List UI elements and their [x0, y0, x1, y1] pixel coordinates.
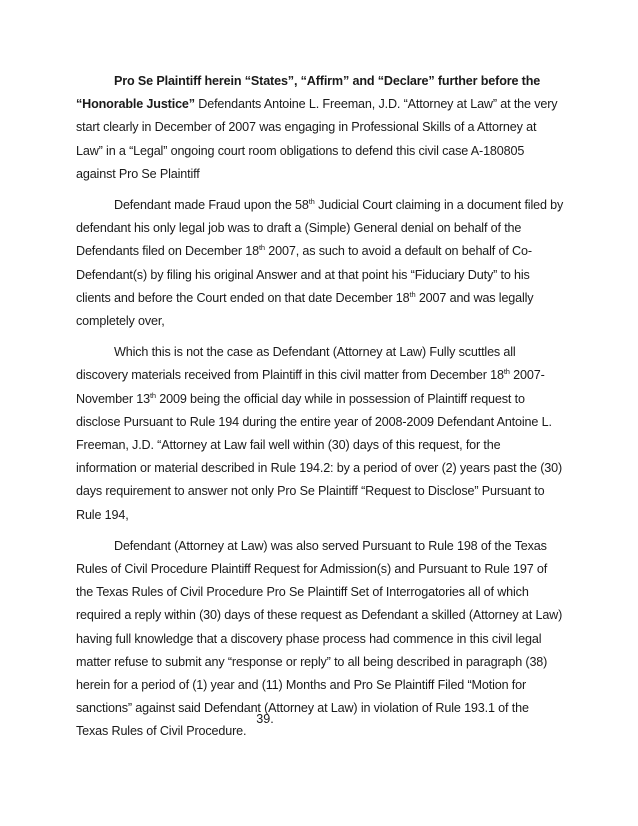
- ordinal-suffix: th: [258, 243, 265, 253]
- paragraph-2: [76, 194, 564, 333]
- page-number: 39.: [256, 712, 274, 726]
- paragraph-3-text-a: Which this is not the case as Defendant (Attorney at Law) Fully scuttles all discovery materials received from Plaintiff in this civil matter from December 18: [76, 345, 516, 383]
- paragraph-3: [76, 341, 564, 527]
- body-text: [76, 70, 564, 752]
- ordinal-suffix: th: [409, 289, 416, 299]
- paragraph-2-text-c: 2007, as such to avoid a default on behalf of Co-Defendant(s) by filing his original Answer and at that point his “Fiduciary Duty” to his clients and before the Court ended on that date December 18: [76, 244, 532, 305]
- ordinal-suffix: th: [149, 390, 156, 400]
- ordinal-suffix: th: [308, 196, 315, 206]
- paragraph-1-text: Defendants Antoine L. Freeman, J.D. “Attorney at Law” at the very start clearly in December of 2007 was engaging in Professional Skills of a Attorney at Law” in a “Legal” ongoing court room obligations to defend this civil case A-180805 against Pro Se Plaintiff: [76, 97, 558, 181]
- paragraph-2-text-a: Defendant made Fraud upon the 58: [114, 198, 309, 213]
- paragraph-1: [76, 70, 564, 186]
- paragraph-2-text-d: 2007 and was legally completely over,: [76, 290, 534, 329]
- ordinal-suffix: th: [503, 367, 510, 377]
- paragraph-4-text: Defendant (Attorney at Law) was also served Pursuant to Rule 198 of the Texas Rules of Civil Procedure Plaintiff Request for Admission(s) and Pursuant to Rule 197 of the Texas Rules of Civil Procedure Pro Se Plaintiff Set of Interrogatories all of which required a reply within (30) days of these request as Defendant a skilled (Attorney at Law) having full knowledge that a discovery phase process had commence in this civil legal matter refuse to submit any “response or reply” to all being described in paragraph (38) herein for a period of (1) year and (11) Months and Pro Se Plaintiff Filed “Motion for sanctions” against said Defendant (Attorney at Law) in violation of Rule 193.1 of the Texas Rules of Civil Procedure.: [76, 538, 563, 739]
- paragraph-2-text-b: Judicial Court claiming in a document filed by defendant his only legal job was to draft a (Simple) General denial on behalf of the Defendants filed on December 18: [76, 198, 564, 259]
- declaration-heading: Pro Se Plaintiff herein “States”, “Affirm” and “Declare” further before the “Honorable Justice”: [76, 74, 541, 112]
- paragraph-3-text-b: 2007- November 13: [76, 368, 545, 406]
- paragraph-3-text-c: 2009 being the official day while in possession of Plaintiff request to disclose Pursuant to Rule 194 during the entire year of 2008-2009 Defendant Antoine L. Freeman, J.D. “Attorney at Law fail well within (30) days of this request, for the information or material described in Rule 194.2: by a period of over (2) years past the (30) days requirement to answer not only Pro Se Plaintiff “Request to Disclose” Pursuant to Rule 194,: [76, 391, 563, 522]
